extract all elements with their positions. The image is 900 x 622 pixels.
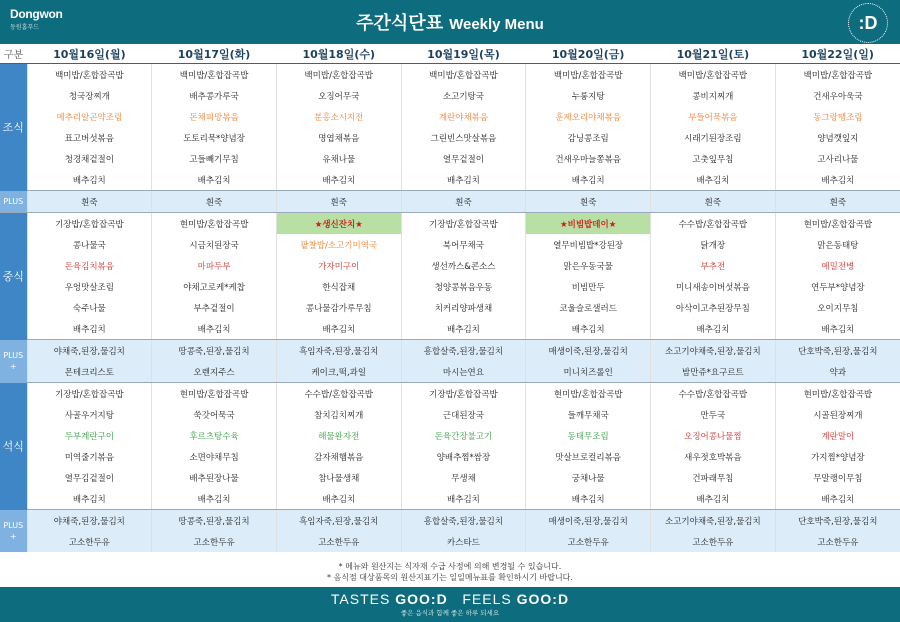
menu-cell: 고소한두유 [276, 531, 401, 552]
dinner-row [0, 425, 900, 446]
day-header: 10월21일(토) [651, 44, 776, 64]
menu-cell: 배추김치 [526, 318, 651, 340]
note-line: * 메뉴와 원산지는 식자재 수급 사정에 의해 변경될 수 있습니다. [338, 562, 562, 571]
menu-cell: 청경채겉절이 [27, 148, 152, 169]
menu-cell: 배추김치 [526, 169, 651, 191]
menu-cell: 고소한두유 [27, 531, 152, 552]
title-korean: 주간식단표 [356, 13, 444, 34]
lunch-row [0, 276, 900, 297]
menu-cell: 계란야채볶음 [401, 106, 526, 127]
lunch-row [0, 297, 900, 318]
menu-cell: 수수밥/혼합잡곡밥 [651, 383, 776, 405]
menu-cell: 돈육김치볶음 [27, 255, 152, 276]
menu-cell: 배추김치 [775, 318, 900, 340]
menu-cell: 감닝콩조림 [526, 127, 651, 148]
menu-cell: 단호박죽,된장,물김치 [775, 340, 900, 362]
menu-cell: 흰죽 [401, 191, 526, 213]
menu-cell: 단호박죽,된장,물김치 [775, 510, 900, 532]
menu-cell: 밤만쥬*요구르트 [651, 361, 776, 383]
menu-cell: 감자채햄볶음 [276, 446, 401, 467]
plus-label-text: PLUS [3, 520, 24, 530]
plus-row [0, 340, 900, 362]
menu-cell: 배추김치 [775, 488, 900, 510]
menu-cell: 배추김치 [276, 488, 401, 510]
menu-cell: 현미밥/혼합잡곡밥 [152, 383, 277, 405]
dinner-row [0, 467, 900, 488]
menu-cell: 기장밥/혼합잡곡밥 [401, 383, 526, 405]
menu-cell: 부추겉절이 [152, 297, 277, 318]
menu-cell: 그린빈스맛살볶음 [401, 127, 526, 148]
menu-cell: 배추김치 [526, 488, 651, 510]
menu-cell: 백미밥/혼합잡곡밥 [27, 64, 152, 86]
menu-cell: 수수밥/혼합잡곡밥 [276, 383, 401, 405]
event-highlight-cell: ★비빔밥데이★ [526, 213, 651, 235]
menu-cell: 배추김치 [775, 169, 900, 191]
menu-cell: 콩나물감가루무침 [276, 297, 401, 318]
breakfast-row [0, 64, 900, 86]
menu-cell: 야채죽,된장,물김치 [27, 510, 152, 532]
menu-cell: 돈육간장불고기 [401, 425, 526, 446]
menu-cell: 오렌지주스 [152, 361, 277, 383]
menu-cell: 흥합살죽,된장,물김치 [401, 510, 526, 532]
menu-cell: 백미밥/혼합잡곡밥 [775, 64, 900, 86]
plus-row [0, 361, 900, 383]
menu-cell: 해물완자전 [276, 425, 401, 446]
menu-cell: 배추김치 [152, 318, 277, 340]
menu-cell: 닭개장 [651, 234, 776, 255]
menu-cell: 궁채나물 [526, 467, 651, 488]
menu-cell: 약과 [775, 361, 900, 383]
lunch-row [0, 234, 900, 255]
event-highlight-cell: ★생신잔치★ [276, 213, 401, 235]
menu-cell: 배추김치 [27, 488, 152, 510]
menu-cell: 건새우마늘쫑볶음 [526, 148, 651, 169]
breakfast-row [0, 148, 900, 169]
menu-cell: 유채나물 [276, 148, 401, 169]
menu-cell: 열무비빔밥*강된장 [526, 234, 651, 255]
menu-cell: 백미밥/혼합잡곡밥 [276, 64, 401, 86]
note-line: * 음식점 대상품목의 원산지표기는 일일메뉴표를 확인하시기 바랍니다. [327, 573, 573, 582]
menu-cell: 가자미구이 [276, 255, 401, 276]
menu-cell: 시금치된장국 [152, 234, 277, 255]
menu-cell: 백미밥/혼합잡곡밥 [651, 64, 776, 86]
menu-cell: 콩나물국 [27, 234, 152, 255]
plus-row [0, 191, 900, 213]
menu-cell: 기장밥/혼합잡곡밥 [27, 213, 152, 235]
breakfast-row [0, 85, 900, 106]
menu-cell: 분홍소시지전 [276, 106, 401, 127]
menu-cell: 맛살브로컬리볶음 [526, 446, 651, 467]
menu-cell: 숙주나물 [27, 297, 152, 318]
menu-cell: 무말랭이무침 [775, 467, 900, 488]
breakfast-row [0, 127, 900, 148]
menu-cell: 땅콩죽,된장,물김치 [152, 510, 277, 532]
menu-cell: 동그랑땡조림 [775, 106, 900, 127]
menu-cell: 팥찰밥/소고기미역국 [276, 234, 401, 255]
page-header [0, 0, 900, 44]
menu-cell: 흰죽 [27, 191, 152, 213]
dinner-row [0, 404, 900, 425]
menu-cell: 흰죽 [651, 191, 776, 213]
menu-cell: 동태무조림 [526, 425, 651, 446]
menu-cell: 후르츠탕수육 [152, 425, 277, 446]
menu-cell: 근대된장국 [401, 404, 526, 425]
menu-cell: 무생채 [401, 467, 526, 488]
menu-cell: 미니치즈롤인 [526, 361, 651, 383]
menu-cell: 흰죽 [276, 191, 401, 213]
menu-cell: 배추김치 [401, 169, 526, 191]
menu-cell: 두부계란구이 [27, 425, 152, 446]
menu-cell: 시래기된장조림 [651, 127, 776, 148]
plus-label [0, 191, 27, 213]
menu-cell: 미역줄기볶음 [27, 446, 152, 467]
plus-sub-text: + [9, 362, 17, 371]
menu-cell: 쑥갓어묵국 [152, 404, 277, 425]
menu-cell: 배추김치 [401, 488, 526, 510]
menu-cell: 코울슬로샐러드 [526, 297, 651, 318]
menu-cell: 흑임자죽,된장,물김치 [276, 340, 401, 362]
menu-cell: 흰죽 [152, 191, 277, 213]
weekly-menu-table [0, 44, 900, 552]
menu-cell: 배추김치 [401, 318, 526, 340]
menu-cell: 소고기탕국 [401, 85, 526, 106]
menu-cell: 시골된장찌개 [775, 404, 900, 425]
menu-cell: 열무김겉절이 [27, 467, 152, 488]
menu-cell: 건파래무침 [651, 467, 776, 488]
brand-name: Dongwon [10, 7, 63, 21]
plus-label [0, 510, 27, 553]
lunch-row [0, 213, 900, 235]
menu-cell: 오징어콩나물찜 [651, 425, 776, 446]
day-header: 10월17일(화) [152, 44, 277, 64]
slogan-word: TASTES [330, 591, 391, 607]
menu-cell: 비빔만두 [526, 276, 651, 297]
footer-slogan [0, 591, 900, 607]
menu-cell: 만두국 [651, 404, 776, 425]
dinner-row [0, 446, 900, 467]
menu-cell: 현미밥/혼합잡곡밥 [775, 213, 900, 235]
menu-cell: 배추김치 [27, 318, 152, 340]
menu-cell: 치커리양파생채 [401, 297, 526, 318]
menu-cell: 기장밥/혼합잡곡밥 [27, 383, 152, 405]
dinner-row [0, 383, 900, 405]
menu-cell: 메밀전병 [775, 255, 900, 276]
menu-cell: 고소한두유 [775, 531, 900, 552]
slogan-word: GOO:D [395, 591, 448, 607]
menu-cell: 마시는연요 [401, 361, 526, 383]
menu-cell: 배추김치 [651, 169, 776, 191]
lunch-label: 중식 [0, 213, 27, 340]
page-title [0, 9, 900, 35]
menu-cell: 배추김치 [276, 318, 401, 340]
menu-cell: 고소한두유 [651, 531, 776, 552]
menu-cell: 소고기야채죽,된장,물김치 [651, 510, 776, 532]
menu-cell: 열무겉절이 [401, 148, 526, 169]
menu-cell: 매생이죽,된장,물김치 [526, 340, 651, 362]
menu-cell: 청양콩볶음우동 [401, 276, 526, 297]
title-english: Weekly Menu [449, 16, 544, 33]
menu-cell: 백미밥/혼합잡곡밥 [526, 64, 651, 86]
menu-cell: 북어무채국 [401, 234, 526, 255]
day-header: 10월19일(목) [401, 44, 526, 64]
menu-cell: 고소한두유 [152, 531, 277, 552]
menu-cell: 백미밥/혼합잡곡밥 [152, 64, 277, 86]
menu-cell: 고춧잎무침 [651, 148, 776, 169]
menu-cell: 배추된장나물 [152, 467, 277, 488]
menu-cell: 배추콩가루국 [152, 85, 277, 106]
plus-row [0, 510, 900, 532]
plus-label-text: PLUS [3, 196, 24, 206]
footer-subtext: 좋은 음식과 함께 좋은 하루 되세요 [400, 609, 500, 617]
menu-cell: 오징어무국 [276, 85, 401, 106]
menu-cell: 우엉맛살조림 [27, 276, 152, 297]
notes [0, 561, 900, 583]
plus-sub-text: + [9, 531, 17, 541]
menu-cell: 땅콩죽,된장,물김치 [152, 340, 277, 362]
day-header: 10월16일(월) [27, 44, 152, 64]
menu-cell: 참나물생채 [276, 467, 401, 488]
menu-cell: 배추김치 [276, 169, 401, 191]
menu-cell: 부추전 [651, 255, 776, 276]
lunch-row [0, 318, 900, 340]
plus-row [0, 531, 900, 552]
menu-cell: 명엽채볶음 [276, 127, 401, 148]
menu-cell: 돈채피망볶음 [152, 106, 277, 127]
menu-cell: 오이지무침 [775, 297, 900, 318]
slogan-word: GOO:D [516, 591, 570, 607]
menu-cell: 맑은우동국물 [526, 255, 651, 276]
breakfast-row [0, 106, 900, 127]
menu-cell: 야채고로케*케찹 [152, 276, 277, 297]
menu-cell: 기장밥/혼합잡곡밥 [401, 213, 526, 235]
day-header: 10월18일(수) [276, 44, 401, 64]
menu-cell: 생선까스&콘소스 [401, 255, 526, 276]
menu-cell: 수수밥/혼합잡곡밥 [651, 213, 776, 235]
menu-cell: 건새우아욱국 [775, 85, 900, 106]
menu-cell: 몬테크리스토 [27, 361, 152, 383]
menu-cell: 콩비지찌개 [651, 85, 776, 106]
category-header: 구분 [0, 44, 27, 64]
menu-cell: 고소한두유 [526, 531, 651, 552]
menu-cell: 참치김치찌개 [276, 404, 401, 425]
menu-cell: 마파두부 [152, 255, 277, 276]
menu-cell: 고사리나물 [775, 148, 900, 169]
menu-cell: 훈제오리야채볶음 [526, 106, 651, 127]
menu-cell: 매생이죽,된장,물김치 [526, 510, 651, 532]
menu-cell: 들깨무채국 [526, 404, 651, 425]
menu-cell: 카스타드 [401, 531, 526, 552]
menu-cell: 현미밥/혼합잡곡밥 [526, 383, 651, 405]
menu-cell: 가지찜*양념장 [775, 446, 900, 467]
dinner-row [0, 488, 900, 510]
menu-cell: 한식잡채 [276, 276, 401, 297]
menu-cell: 계란말이 [775, 425, 900, 446]
menu-cell: 아삭이고추된장무침 [651, 297, 776, 318]
menu-cell: 사골우거지탕 [27, 404, 152, 425]
menu-cell: 배추김치 [152, 488, 277, 510]
day-header-row [0, 44, 900, 64]
menu-cell: 백미밥/혼합잡곡밥 [401, 64, 526, 86]
plus-label-text: PLUS [3, 351, 24, 360]
menu-cell: 야채죽,된장,물김치 [27, 340, 152, 362]
menu-cell: 새우젓호박볶음 [651, 446, 776, 467]
page-footer [0, 587, 900, 622]
menu-cell: 누룽지탕 [526, 85, 651, 106]
menu-cell: 배추김치 [651, 318, 776, 340]
menu-cell: 배추김치 [651, 488, 776, 510]
good-badge-icon: :D [848, 3, 888, 43]
brand-sub: 동원홈푸드 [10, 24, 39, 31]
breakfast-label: 조식 [0, 64, 27, 191]
menu-cell: 현미밥/혼합잡곡밥 [775, 383, 900, 405]
slogan-word: FEELS [462, 591, 512, 607]
menu-cell: 배추김치 [152, 169, 277, 191]
breakfast-row [0, 169, 900, 191]
menu-cell: 양념깻잎지 [775, 127, 900, 148]
menu-cell: 흰죽 [775, 191, 900, 213]
menu-cell: 연두부*양념장 [775, 276, 900, 297]
menu-cell: 현미밥/혼합잡곡밥 [152, 213, 277, 235]
menu-cell: 양배추찜*쌈장 [401, 446, 526, 467]
menu-cell: 도토리묵*양념장 [152, 127, 277, 148]
menu-cell: 표고버섯볶음 [27, 127, 152, 148]
menu-cell: 메추리알곤약조림 [27, 106, 152, 127]
menu-cell: 케이크,떡,과일 [276, 361, 401, 383]
menu-cell: 흑임자죽,된장,물김치 [276, 510, 401, 532]
lunch-row [0, 255, 900, 276]
menu-cell: 고들빼기무침 [152, 148, 277, 169]
day-header: 10월22일(일) [775, 44, 900, 64]
menu-cell: 배추김치 [27, 169, 152, 191]
menu-cell: 부들어묵볶음 [651, 106, 776, 127]
menu-cell: 맑은동태탕 [775, 234, 900, 255]
menu-cell: 소면야채무침 [152, 446, 277, 467]
menu-cell: 청국장찌개 [27, 85, 152, 106]
menu-cell: 미니새송이버섯볶음 [651, 276, 776, 297]
menu-cell: 흰죽 [526, 191, 651, 213]
menu-cell: 흥합살죽,된장,물김치 [401, 340, 526, 362]
menu-cell: 소고기야채죽,된장,물김치 [651, 340, 776, 362]
day-header: 10월20일(금) [526, 44, 651, 64]
plus-label [0, 340, 27, 383]
dinner-label: 석식 [0, 383, 27, 510]
